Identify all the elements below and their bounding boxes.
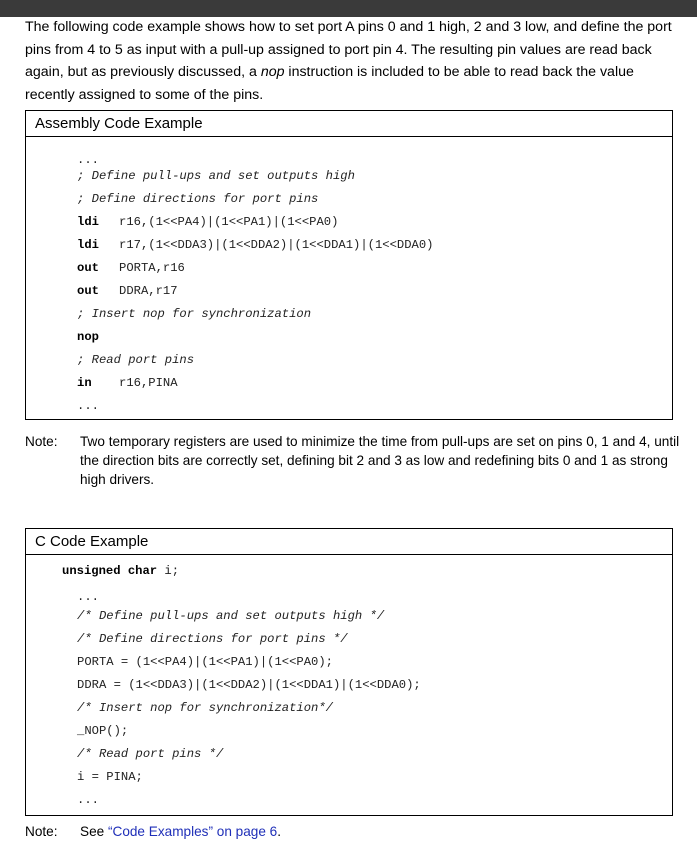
code-line: ...: [77, 153, 99, 167]
assembly-box-title: Assembly Code Example: [26, 111, 672, 137]
code-comment: ; Define directions for port pins: [77, 192, 319, 206]
note-text: [80, 822, 680, 841]
code-comment: ; Define pull-ups and set outputs high: [77, 169, 355, 183]
code-line: [77, 214, 339, 230]
code-operands: r16,(1<<PA4)|(1<<PA1)|(1<<PA0): [119, 215, 339, 229]
code-line: [77, 260, 185, 276]
code-comment: /* Define pull-ups and set outputs high */: [77, 609, 385, 623]
note-text: Two temporary registers are used to minimize the time from pull-ups are set on pins 0, 1 and 4, until the direction bits are correctly set, defining bit 2 and 3 as low and redefining bits 0 and 1 as strong high drivers.: [80, 434, 680, 487]
code-comment: /* Define directions for port pins */: [77, 632, 348, 646]
code-comment: /* Read port pins */: [77, 747, 224, 761]
nop-emphasis: nop: [260, 64, 285, 81]
note-label: Note:: [25, 434, 58, 449]
code-operands: PORTA,r16: [119, 261, 185, 275]
note-see-also: [25, 822, 680, 842]
code-comment: /* Insert nop for synchronization*/: [77, 701, 333, 715]
top-bar: [0, 0, 697, 17]
code-line: PORTA = (1<<PA4)|(1<<PA1)|(1<<PA0);: [77, 655, 333, 669]
intro-paragraph: [25, 16, 680, 106]
code-line: [62, 563, 179, 579]
code-line: _NOP();: [77, 724, 129, 738]
code-operands: r16,PINA: [119, 376, 178, 390]
code-line: DDRA = (1<<DDA3)|(1<<DDA2)|(1<<DDA1)|(1<<DDA0);: [77, 678, 421, 692]
code-comment: ; Insert nop for synchronization: [77, 307, 312, 321]
code-operands: DDRA,r17: [119, 284, 178, 298]
code-operands: i;: [164, 564, 180, 578]
note-prefix: See: [80, 824, 108, 839]
assembly-code-box: [25, 110, 673, 420]
code-keyword: ldi: [77, 238, 99, 252]
code-comment: ; Read port pins: [77, 353, 195, 367]
code-keyword: ldi: [77, 215, 99, 229]
code-operands: r17,(1<<DDA3)|(1<<DDA2)|(1<<DDA1)|(1<<DDA0): [119, 238, 434, 252]
code-line: i = PINA;: [77, 770, 143, 784]
code-keyword: out: [77, 284, 99, 298]
intro-text: The following code example shows how to set port A pins 0 and 1 high, 2 and 3 low, and define the port pins from 4 to 5 as input with a pull-up assigned to port pin 4. The resulting pin values are read back again, but as previously discussed, a: [25, 19, 672, 81]
code-line: ...: [77, 793, 99, 807]
c-code-box: [25, 528, 673, 816]
code-line: [77, 283, 178, 299]
note-registers: [25, 432, 680, 492]
code-line: [77, 237, 434, 253]
c-box-title: C Code Example: [26, 529, 672, 555]
intro-text-end: instruction is included to be able to read back the value recently assigned to some of the pins.: [25, 64, 634, 103]
code-line: ...: [77, 590, 99, 604]
code-examples-link[interactable]: “Code Examples” on page 6: [107, 824, 278, 839]
note-label: Note:: [25, 824, 58, 839]
code-keyword: in: [77, 376, 92, 390]
code-keyword: unsigned char: [62, 564, 158, 578]
code-keyword: nop: [77, 330, 99, 344]
code-line: [77, 375, 178, 391]
code-line: ...: [77, 399, 99, 413]
code-keyword: out: [77, 261, 99, 275]
note-suffix: .: [277, 824, 282, 839]
